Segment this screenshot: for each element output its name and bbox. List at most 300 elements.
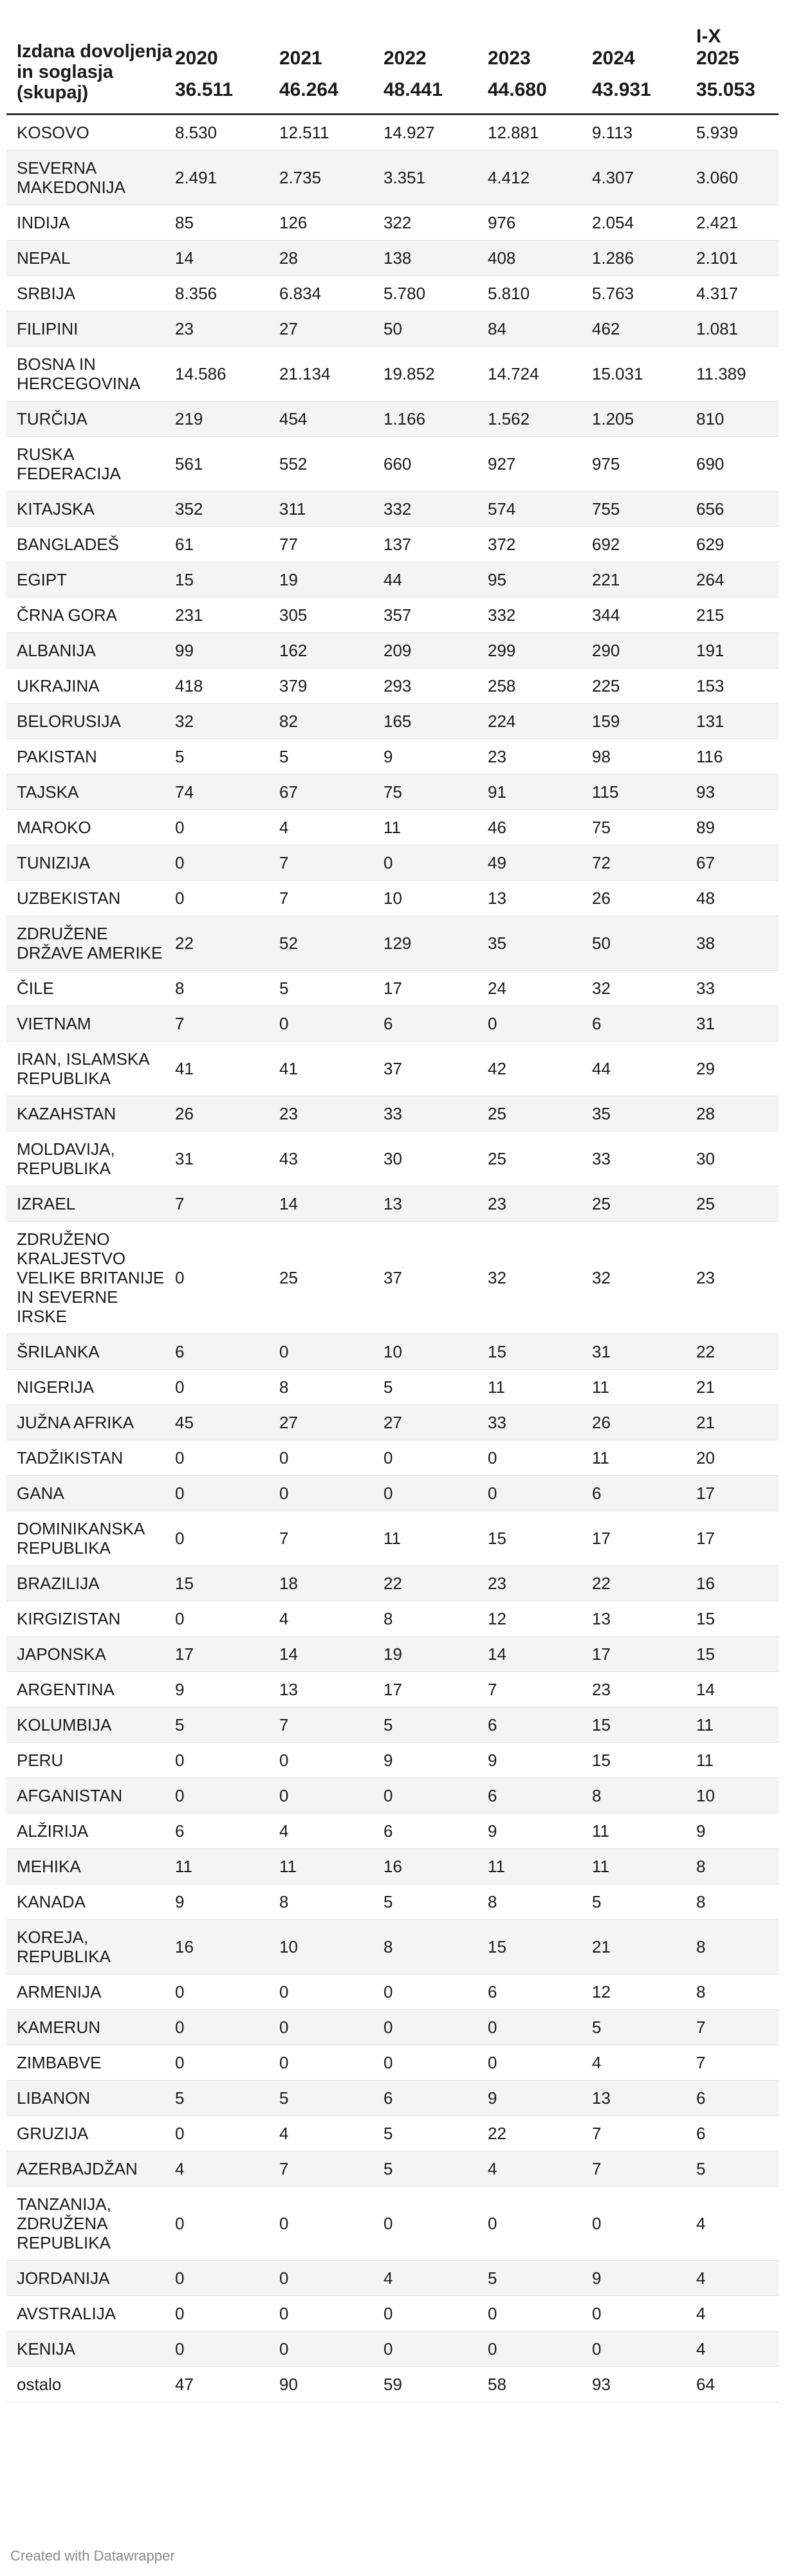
header-col-2024[interactable]: 2024 43.931: [592, 26, 696, 115]
table-row: [6, 2187, 779, 2261]
value-cell: 332: [488, 598, 592, 633]
table-row: [6, 1405, 779, 1440]
country-cell: FILIPINI: [6, 311, 175, 347]
value-cell: 357: [383, 598, 488, 633]
value-cell: 50: [592, 916, 696, 971]
value-cell: 2.101: [696, 241, 779, 276]
value-cell: 32: [592, 971, 696, 1006]
header-col-2021[interactable]: 2021 46.264: [279, 26, 383, 115]
value-cell: 0: [175, 1778, 279, 1814]
table-row: [6, 1511, 779, 1566]
value-cell: 8.356: [175, 276, 279, 311]
country-cell: SRBIJA: [6, 276, 175, 311]
value-cell: 91: [488, 775, 592, 810]
value-cell: 8: [696, 1920, 779, 1974]
value-cell: 15: [592, 1743, 696, 1778]
value-cell: 93: [592, 2367, 696, 2402]
value-cell: 0: [175, 2116, 279, 2151]
value-cell: 21: [592, 1920, 696, 1974]
value-cell: 98: [592, 739, 696, 775]
value-cell: 22: [488, 2116, 592, 2151]
table-row: [6, 527, 779, 562]
table-row: [6, 311, 779, 347]
value-cell: 4: [696, 2332, 779, 2367]
value-cell: 115: [592, 775, 696, 810]
country-cell: BRAZILIJA: [6, 1566, 175, 1601]
value-cell: 8: [592, 1778, 696, 1814]
value-cell: 77: [279, 527, 383, 562]
value-cell: 221: [592, 562, 696, 598]
value-cell: 33: [592, 1132, 696, 1186]
value-cell: 5: [175, 1707, 279, 1743]
value-cell: 32: [488, 1222, 592, 1334]
value-cell: 1.205: [592, 401, 696, 437]
table-row: [6, 739, 779, 775]
country-cell: AVSTRALIJA: [6, 2296, 175, 2332]
value-cell: 116: [696, 739, 779, 775]
value-cell: 1.286: [592, 241, 696, 276]
value-cell: 27: [279, 311, 383, 347]
value-cell: 0: [488, 2332, 592, 2367]
table-row: [6, 492, 779, 527]
value-cell: 46: [488, 810, 592, 845]
value-cell: 32: [592, 1222, 696, 1334]
country-cell: MAROKO: [6, 810, 175, 845]
value-cell: 27: [279, 1405, 383, 1440]
total-2024: 43.931: [592, 79, 651, 100]
country-cell: ZIMBABVE: [6, 2045, 175, 2081]
value-cell: 0: [592, 2296, 696, 2332]
value-cell: 3.351: [383, 151, 488, 205]
country-cell: BANGLADEŠ: [6, 527, 175, 562]
value-cell: 4: [279, 1601, 383, 1637]
value-cell: 344: [592, 598, 696, 633]
value-cell: 9: [175, 1672, 279, 1707]
value-cell: 0: [175, 1601, 279, 1637]
value-cell: 4: [279, 2116, 383, 2151]
value-cell: 9: [488, 1814, 592, 1849]
value-cell: 15.031: [592, 347, 696, 401]
value-cell: 7: [175, 1186, 279, 1222]
table-row: [6, 1974, 779, 2010]
value-cell: 0: [175, 2187, 279, 2261]
country-cell: ČRNA GORA: [6, 598, 175, 633]
value-cell: 23: [488, 739, 592, 775]
value-cell: 67: [696, 845, 779, 881]
value-cell: 67: [279, 775, 383, 810]
country-cell: TADŽIKISTAN: [6, 1440, 175, 1476]
value-cell: 379: [279, 668, 383, 704]
value-cell: 0: [488, 2010, 592, 2045]
value-cell: 44: [592, 1042, 696, 1096]
value-cell: 7: [696, 2045, 779, 2081]
table-row: [6, 704, 779, 739]
value-cell: 4: [279, 1814, 383, 1849]
country-cell: KOSOVO: [6, 115, 175, 151]
value-cell: 14.927: [383, 115, 488, 151]
value-cell: 89: [696, 810, 779, 845]
table-row: [6, 1042, 779, 1096]
value-cell: 31: [592, 1334, 696, 1370]
value-cell: 0: [383, 2045, 488, 2081]
value-cell: 25: [488, 1132, 592, 1186]
value-cell: 0: [279, 1974, 383, 2010]
value-cell: 33: [383, 1096, 488, 1132]
value-cell: 5: [383, 2116, 488, 2151]
value-cell: 12: [592, 1974, 696, 2010]
value-cell: 22: [175, 916, 279, 971]
country-cell: NIGERIJA: [6, 1370, 175, 1405]
value-cell: 6: [488, 1974, 592, 2010]
value-cell: 418: [175, 668, 279, 704]
value-cell: 4: [696, 2261, 779, 2296]
value-cell: 14: [279, 1637, 383, 1672]
table-row: [6, 2332, 779, 2367]
value-cell: 4: [696, 2187, 779, 2261]
value-cell: 6.834: [279, 276, 383, 311]
value-cell: 0: [383, 2010, 488, 2045]
value-cell: 5: [279, 2081, 383, 2116]
value-cell: 209: [383, 633, 488, 668]
value-cell: 17: [696, 1476, 779, 1511]
table-row: [6, 916, 779, 971]
value-cell: 17: [383, 971, 488, 1006]
value-cell: 6: [488, 1707, 592, 1743]
value-cell: 454: [279, 401, 383, 437]
value-cell: 38: [696, 916, 779, 971]
value-cell: 8: [175, 971, 279, 1006]
value-cell: 45: [175, 1405, 279, 1440]
country-cell: GANA: [6, 1476, 175, 1511]
value-cell: 0: [175, 1974, 279, 2010]
value-cell: 264: [696, 562, 779, 598]
value-cell: 37: [383, 1042, 488, 1096]
value-cell: 0: [488, 2296, 592, 2332]
country-cell: ZDRUŽENE DRŽAVE AMERIKE: [6, 916, 175, 971]
value-cell: 0: [592, 2332, 696, 2367]
table-row: [6, 1222, 779, 1334]
value-cell: 9: [383, 739, 488, 775]
value-cell: 15: [175, 562, 279, 598]
total-2020: 36.511: [175, 79, 234, 100]
table-row: [6, 1566, 779, 1601]
value-cell: 26: [592, 1405, 696, 1440]
value-cell: 0: [279, 2010, 383, 2045]
value-cell: 31: [696, 1006, 779, 1042]
value-cell: 41: [279, 1042, 383, 1096]
value-cell: 305: [279, 598, 383, 633]
country-cell: ZDRUŽENO KRALJESTVO VELIKE BRITANIJE IN SEVERNE IRSKE: [6, 1222, 175, 1334]
country-cell: DOMINIKANSKA REPUBLIKA: [6, 1511, 175, 1566]
value-cell: 224: [488, 704, 592, 739]
value-cell: 22: [592, 1566, 696, 1601]
value-cell: 11: [488, 1849, 592, 1884]
country-cell: BELORUSIJA: [6, 704, 175, 739]
value-cell: 22: [696, 1334, 779, 1370]
value-cell: 5: [383, 1370, 488, 1405]
country-cell: IZRAEL: [6, 1186, 175, 1222]
header-col-2023[interactable]: 2023 44.680: [488, 26, 592, 115]
value-cell: 99: [175, 633, 279, 668]
value-cell: 322: [383, 205, 488, 241]
value-cell: 129: [383, 916, 488, 971]
country-cell: RUSKA FEDERACIJA: [6, 437, 175, 492]
value-cell: 8: [696, 1974, 779, 2010]
value-cell: 17: [592, 1637, 696, 1672]
table-row: [6, 775, 779, 810]
value-cell: 6: [175, 1334, 279, 1370]
value-cell: 0: [383, 1974, 488, 2010]
table-row: [6, 2045, 779, 2081]
value-cell: 16: [696, 1566, 779, 1601]
table-row: [6, 562, 779, 598]
value-cell: 17: [383, 1672, 488, 1707]
country-cell: KAZAHSTAN: [6, 1096, 175, 1132]
country-cell: ARGENTINA: [6, 1672, 175, 1707]
table-row: [6, 1743, 779, 1778]
table-row: [6, 347, 779, 401]
value-cell: 0: [383, 1778, 488, 1814]
value-cell: 225: [592, 668, 696, 704]
value-cell: 629: [696, 527, 779, 562]
value-cell: 1.562: [488, 401, 592, 437]
value-cell: 165: [383, 704, 488, 739]
value-cell: 17: [175, 1637, 279, 1672]
value-cell: 12.511: [279, 115, 383, 151]
value-cell: 7: [592, 2151, 696, 2187]
value-cell: 0: [383, 2187, 488, 2261]
value-cell: 7: [592, 2116, 696, 2151]
value-cell: 7: [279, 845, 383, 881]
value-cell: 43: [279, 1132, 383, 1186]
country-cell: TUNIZIJA: [6, 845, 175, 881]
value-cell: 352: [175, 492, 279, 527]
value-cell: 8.530: [175, 115, 279, 151]
value-cell: 7: [279, 881, 383, 916]
value-cell: 0: [488, 1476, 592, 1511]
value-cell: 574: [488, 492, 592, 527]
country-cell: JAPONSKA: [6, 1637, 175, 1672]
value-cell: 215: [696, 598, 779, 633]
value-cell: 82: [279, 704, 383, 739]
value-cell: 0: [279, 2261, 383, 2296]
value-cell: 12: [488, 1601, 592, 1637]
value-cell: 0: [175, 2045, 279, 2081]
country-cell: VIETNAM: [6, 1006, 175, 1042]
value-cell: 137: [383, 527, 488, 562]
table-row: [6, 668, 779, 704]
total-2021: 46.264: [279, 79, 338, 100]
value-cell: 4: [383, 2261, 488, 2296]
value-cell: 75: [383, 775, 488, 810]
value-cell: 2.491: [175, 151, 279, 205]
value-cell: 9: [488, 2081, 592, 2116]
value-cell: 84: [488, 311, 592, 347]
table-row: [6, 151, 779, 205]
value-cell: 23: [592, 1672, 696, 1707]
value-cell: 258: [488, 668, 592, 704]
value-cell: 20: [696, 1440, 779, 1476]
country-cell: TANZANIJA, ZDRUŽENA REPUBLIKA: [6, 2187, 175, 2261]
value-cell: 755: [592, 492, 696, 527]
header-col-2022[interactable]: 2022 48.441: [383, 26, 488, 115]
value-cell: 5: [696, 2151, 779, 2187]
value-cell: 290: [592, 633, 696, 668]
value-cell: 27: [383, 1405, 488, 1440]
value-cell: 231: [175, 598, 279, 633]
value-cell: 0: [383, 2332, 488, 2367]
value-cell: 1.166: [383, 401, 488, 437]
country-cell: KOLUMBIJA: [6, 1707, 175, 1743]
value-cell: 293: [383, 668, 488, 704]
value-cell: 49: [488, 845, 592, 881]
value-cell: 219: [175, 401, 279, 437]
value-cell: 6: [488, 1778, 592, 1814]
value-cell: 85: [175, 205, 279, 241]
country-cell: SEVERNA MAKEDONIJA: [6, 151, 175, 205]
value-cell: 23: [696, 1222, 779, 1334]
permits-table: [6, 26, 779, 2402]
value-cell: 5: [175, 2081, 279, 2116]
value-cell: 30: [383, 1132, 488, 1186]
value-cell: 5: [279, 971, 383, 1006]
value-cell: 0: [279, 2187, 383, 2261]
value-cell: 0: [175, 2010, 279, 2045]
value-cell: 0: [175, 2261, 279, 2296]
value-cell: 11: [592, 1849, 696, 1884]
country-cell: ALBANIJA: [6, 633, 175, 668]
table-row: [6, 1672, 779, 1707]
value-cell: 9: [175, 1884, 279, 1920]
value-cell: 0: [592, 2187, 696, 2261]
value-cell: 0: [175, 810, 279, 845]
table-row: [6, 437, 779, 492]
value-cell: 11: [175, 1849, 279, 1884]
value-cell: 976: [488, 205, 592, 241]
value-cell: 5: [592, 2010, 696, 2045]
value-cell: 4.412: [488, 151, 592, 205]
value-cell: 0: [383, 845, 488, 881]
value-cell: 13: [592, 2081, 696, 2116]
value-cell: 14: [175, 241, 279, 276]
value-cell: 1.081: [696, 311, 779, 347]
value-cell: 2.421: [696, 205, 779, 241]
value-cell: 0: [488, 1006, 592, 1042]
header-col-2025[interactable]: I-X 2025 35.053: [696, 26, 779, 115]
value-cell: 15: [175, 1566, 279, 1601]
value-cell: 0: [175, 881, 279, 916]
value-cell: 14: [279, 1186, 383, 1222]
value-cell: 7: [279, 1707, 383, 1743]
value-cell: 7: [279, 1511, 383, 1566]
value-cell: 11: [279, 1849, 383, 1884]
value-cell: 10: [383, 881, 488, 916]
country-cell: ARMENIJA: [6, 1974, 175, 2010]
value-cell: 6: [383, 1006, 488, 1042]
value-cell: 93: [696, 775, 779, 810]
value-cell: 29: [696, 1042, 779, 1096]
datawrapper-credit[interactable]: Created with Datawrapper: [10, 2548, 175, 2564]
value-cell: 32: [175, 704, 279, 739]
value-cell: 692: [592, 527, 696, 562]
value-cell: 19: [279, 562, 383, 598]
table-row: [6, 2010, 779, 2045]
country-cell: NEPAL: [6, 241, 175, 276]
value-cell: 6: [696, 2081, 779, 2116]
value-cell: 927: [488, 437, 592, 492]
header-total-label: Izdana dovoljenja in soglasja (skupaj): [6, 26, 175, 115]
value-cell: 25: [488, 1096, 592, 1132]
value-cell: 11: [696, 1707, 779, 1743]
country-cell: UKRAJINA: [6, 668, 175, 704]
value-cell: 4: [488, 2151, 592, 2187]
header-col-2020[interactable]: 2020 36.511: [175, 26, 279, 115]
value-cell: 5: [488, 2261, 592, 2296]
value-cell: 13: [592, 1601, 696, 1637]
value-cell: 9.113: [592, 115, 696, 151]
value-cell: 4: [175, 2151, 279, 2187]
value-cell: 31: [175, 1132, 279, 1186]
value-cell: 19.852: [383, 347, 488, 401]
table-row: [6, 1884, 779, 1920]
country-cell: TAJSKA: [6, 775, 175, 810]
value-cell: 37: [383, 1222, 488, 1334]
table-row: [6, 2296, 779, 2332]
value-cell: 372: [488, 527, 592, 562]
table-row: [6, 845, 779, 881]
value-cell: 0: [279, 2045, 383, 2081]
value-cell: 191: [696, 633, 779, 668]
value-cell: 64: [696, 2367, 779, 2402]
value-cell: 2.054: [592, 205, 696, 241]
country-cell: EGIPT: [6, 562, 175, 598]
value-cell: 0: [383, 1440, 488, 1476]
value-cell: 30: [696, 1132, 779, 1186]
value-cell: 690: [696, 437, 779, 492]
value-cell: 656: [696, 492, 779, 527]
value-cell: 16: [383, 1849, 488, 1884]
value-cell: 14.724: [488, 347, 592, 401]
value-cell: 162: [279, 633, 383, 668]
value-cell: 4.317: [696, 276, 779, 311]
country-cell: KITAJSKA: [6, 492, 175, 527]
table-row: [6, 276, 779, 311]
value-cell: 126: [279, 205, 383, 241]
table-row: [6, 1778, 779, 1814]
value-cell: 10: [383, 1334, 488, 1370]
value-cell: 19: [383, 1637, 488, 1672]
table-row: [6, 810, 779, 845]
country-cell: KOREJA, REPUBLIKA: [6, 1920, 175, 1974]
value-cell: 8: [383, 1920, 488, 1974]
value-cell: 15: [488, 1334, 592, 1370]
value-cell: 9: [488, 1743, 592, 1778]
value-cell: 408: [488, 241, 592, 276]
value-cell: 21: [696, 1405, 779, 1440]
table-header: [6, 26, 779, 115]
value-cell: 16: [175, 1920, 279, 1974]
value-cell: 0: [279, 1006, 383, 1042]
value-cell: 6: [592, 1476, 696, 1511]
value-cell: 35: [592, 1096, 696, 1132]
table-row: [6, 2116, 779, 2151]
value-cell: 50: [383, 311, 488, 347]
value-cell: 41: [175, 1042, 279, 1096]
value-cell: 159: [592, 704, 696, 739]
value-cell: 5: [279, 739, 383, 775]
value-cell: 8: [279, 1884, 383, 1920]
value-cell: 25: [592, 1186, 696, 1222]
